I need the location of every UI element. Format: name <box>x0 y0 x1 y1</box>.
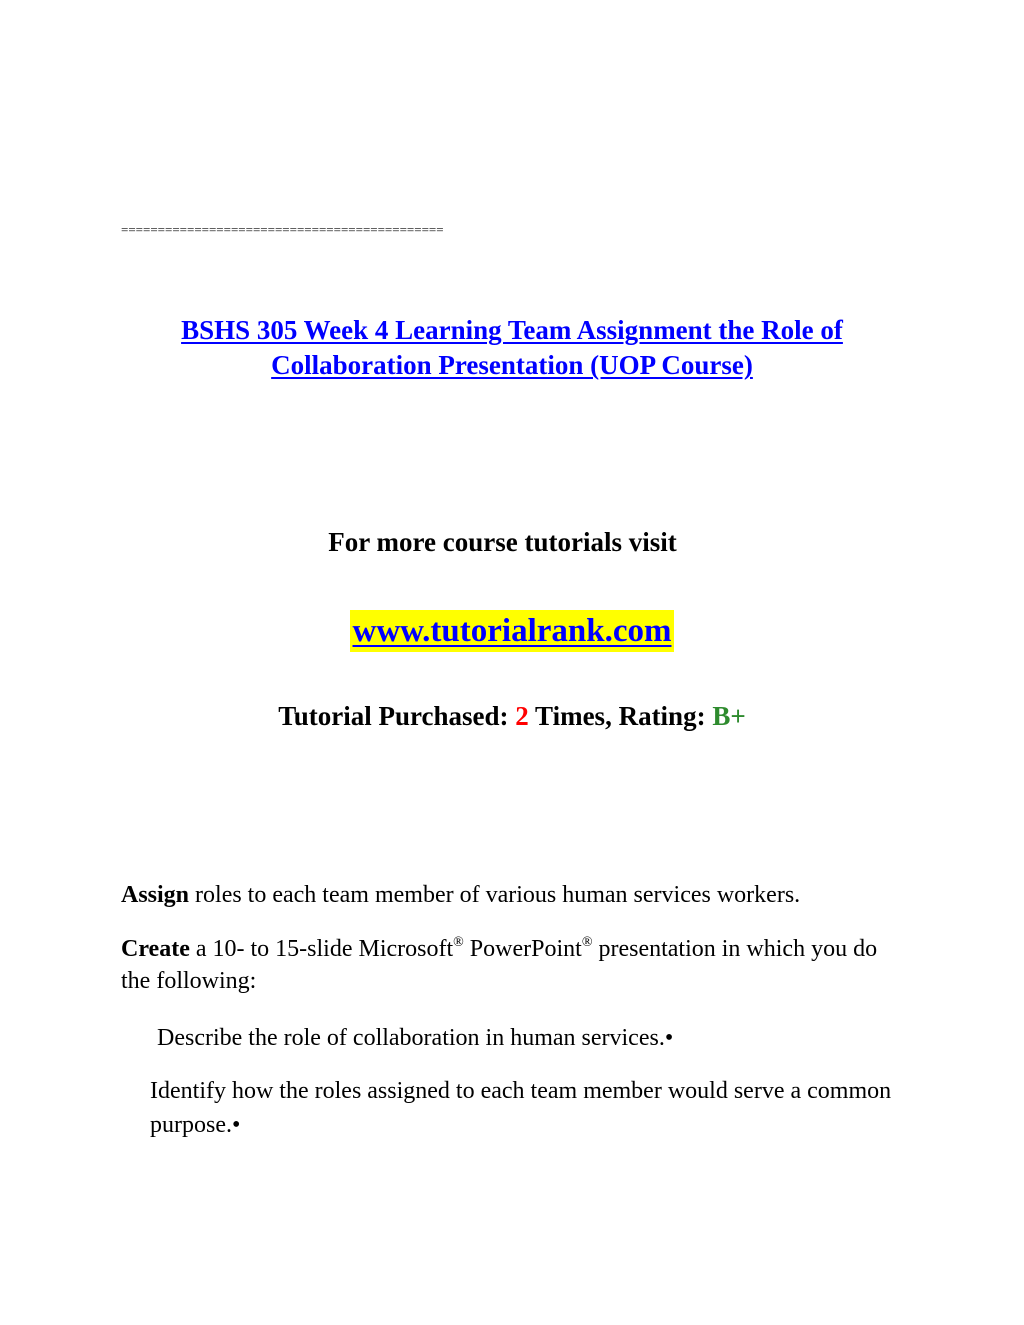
visit-text: For more course tutorials visit <box>328 527 677 557</box>
list-item: Describe the role of collaboration in human services.• <box>157 1025 674 1051</box>
create-text-1: a 10- to 15-slide Microsoft <box>189 936 454 962</box>
purchase-info <box>0 699 1024 733</box>
assign-text: roles to each team member of various human services workers. <box>189 882 801 908</box>
create-text-3: presentation in which you do the following: <box>121 936 878 994</box>
separator-line: ============================================ <box>121 222 444 237</box>
title-line-1: BSHS 305 Week 4 Learning Team Assignment the Role of <box>181 315 843 345</box>
registered-mark-1: ® <box>453 935 464 950</box>
page-title[interactable] <box>60 313 964 383</box>
assign-keyword: Assign <box>121 882 190 908</box>
purchase-middle: Times, Rating: <box>528 701 713 731</box>
create-paragraph <box>121 933 901 997</box>
purchase-prefix: Tutorial Purchased: <box>278 701 516 731</box>
title-line-2: Collaboration Presentation (UOP Course) <box>271 350 753 380</box>
url-container <box>0 610 1024 652</box>
list-item: Identify how the roles assigned to each team member would serve a common purpose.• <box>150 1078 892 1138</box>
assign-paragraph <box>121 879 901 911</box>
registered-mark-2: ® <box>581 935 593 950</box>
title-link[interactable] <box>181 315 843 380</box>
create-keyword: Create <box>121 936 190 962</box>
purchase-count: 2 <box>515 701 529 731</box>
create-text-2: PowerPoint <box>463 936 582 962</box>
rating-value: B+ <box>712 701 746 731</box>
website-link[interactable]: www.tutorialrank.com <box>350 610 675 652</box>
